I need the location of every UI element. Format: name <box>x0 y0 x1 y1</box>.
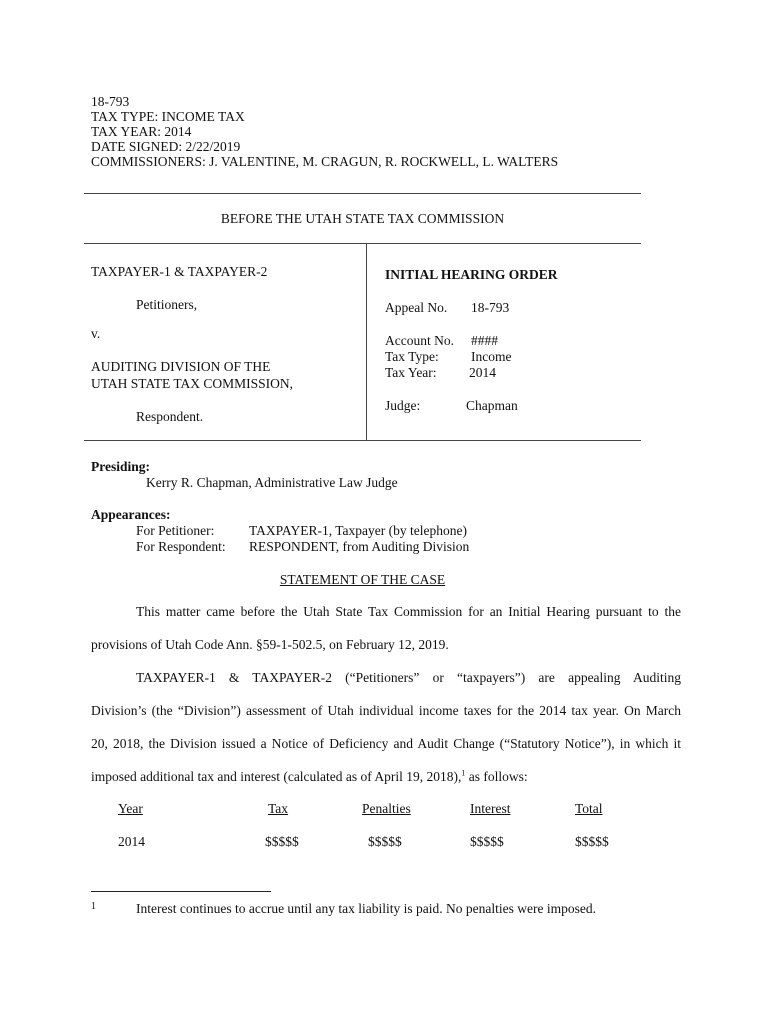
table-header-tax: Tax <box>268 801 289 816</box>
account-label: Account No. <box>385 333 454 348</box>
table-cell-penalties: $$$$$ <box>368 834 402 849</box>
account-value: #### <box>471 333 498 348</box>
document-header <box>91 94 558 169</box>
presiding-label: Presiding: <box>91 459 151 474</box>
judge-label: Judge: <box>385 398 421 413</box>
tax-year-value: 2014 <box>469 365 496 380</box>
footnote-separator <box>91 891 271 892</box>
table-header-year: Year <box>118 801 143 816</box>
presiding-judge: Kerry R. Chapman, Administrative Law Judge <box>146 475 398 490</box>
docket-number: 18-793 <box>91 94 130 109</box>
paragraph-2-line-3 <box>91 736 681 751</box>
footnote-number: 1 <box>91 901 96 912</box>
tax-type-label: Tax Type: <box>385 349 439 364</box>
table-cell-year: 2014 <box>118 834 145 849</box>
caption-bottom-divider <box>84 440 641 441</box>
date-signed-line: DATE SIGNED: 2/22/2019 <box>91 139 241 154</box>
appeal-label: Appeal No. <box>385 300 448 315</box>
paragraph-1-line-2: provisions of Utah Code Ann. §59-1-502.5, on February 12, 2019. <box>91 637 449 652</box>
paragraph-1-line-1 <box>136 604 681 619</box>
commissioners-line: COMMISSIONERS: J. VALENTINE, M. CRAGUN, R. ROCKWELL, L. WALTERS <box>91 154 559 169</box>
paragraph-2-line-2-text: Division’s (the “Division”) assessment of Utah individual income taxes for the 2014 tax year. On March <box>91 703 681 718</box>
petitioners-label: Petitioners, <box>136 297 198 312</box>
paragraph-2-line-1 <box>136 670 681 685</box>
footnote-text: Interest continues to accrue until any tax liability is paid. No penalties were imposed. <box>136 901 596 916</box>
table-cell-interest: $$$$$ <box>470 834 504 849</box>
paragraph-2-line-4-text-b: as follows: <box>465 769 528 784</box>
paragraph-1-line-1-text: This matter came before the Utah State Tax Commission for an Initial Hearing pursuant to the <box>136 604 681 619</box>
paragraph-2-line-4 <box>91 769 681 784</box>
table-header-total: Total <box>575 801 603 816</box>
caption-top-divider <box>84 243 641 244</box>
paragraph-2-line-4-text-a: imposed additional tax and interest (calculated as of April 19, 2018), <box>91 769 462 784</box>
table-cell-tax: $$$$$ <box>265 834 299 849</box>
paragraph-2-line-1-text: TAXPAYER-1 & TAXPAYER-2 (“Petitioners” or “taxpayers”) are appealing Auditing <box>136 670 681 685</box>
paragraph-2-line-3-text: 20, 2018, the Division issued a Notice of Deficiency and Audit Change (“Statutory Notice”), in which it <box>91 736 681 751</box>
respondent-label: Respondent. <box>136 409 204 424</box>
document-title: BEFORE THE UTAH STATE TAX COMMISSION <box>220 211 505 226</box>
tax-type-line: TAX TYPE: INCOME TAX <box>91 109 245 124</box>
tax-year-label: Tax Year: <box>385 365 437 380</box>
versus: v. <box>91 326 101 341</box>
petitioner-appearance-value: TAXPAYER-1, Taxpayer (by telephone) <box>249 523 467 538</box>
petitioner-appearance-label: For Petitioner: <box>136 523 215 538</box>
respondent-name-line2: UTAH STATE TAX COMMISSION, <box>91 376 294 391</box>
respondent-name-line1: AUDITING DIVISION OF THE <box>91 359 271 374</box>
header-divider <box>84 193 641 194</box>
table-header-interest: Interest <box>470 801 511 816</box>
judge-value: Chapman <box>466 398 518 413</box>
caption-vertical-divider <box>366 243 367 440</box>
respondent-appearance-label: For Respondent: <box>136 539 226 554</box>
respondent-appearance-value: RESPONDENT, from Auditing Division <box>249 539 470 554</box>
paragraph-2-line-2 <box>91 703 681 718</box>
appearances-label: Appearances: <box>91 507 171 522</box>
footnote-reference: 1 <box>461 768 466 778</box>
tax-type-value: Income <box>471 349 512 364</box>
table-cell-total: $$$$$ <box>575 834 609 849</box>
petitioners-names: TAXPAYER-1 & TAXPAYER-2 <box>91 264 268 279</box>
statement-heading: STATEMENT OF THE CASE <box>279 572 446 587</box>
appeal-value: 18-793 <box>471 300 510 315</box>
order-title: INITIAL HEARING ORDER <box>385 267 558 282</box>
tax-year-line: TAX YEAR: 2014 <box>91 124 192 139</box>
table-header-penalties: Penalties <box>362 801 411 816</box>
